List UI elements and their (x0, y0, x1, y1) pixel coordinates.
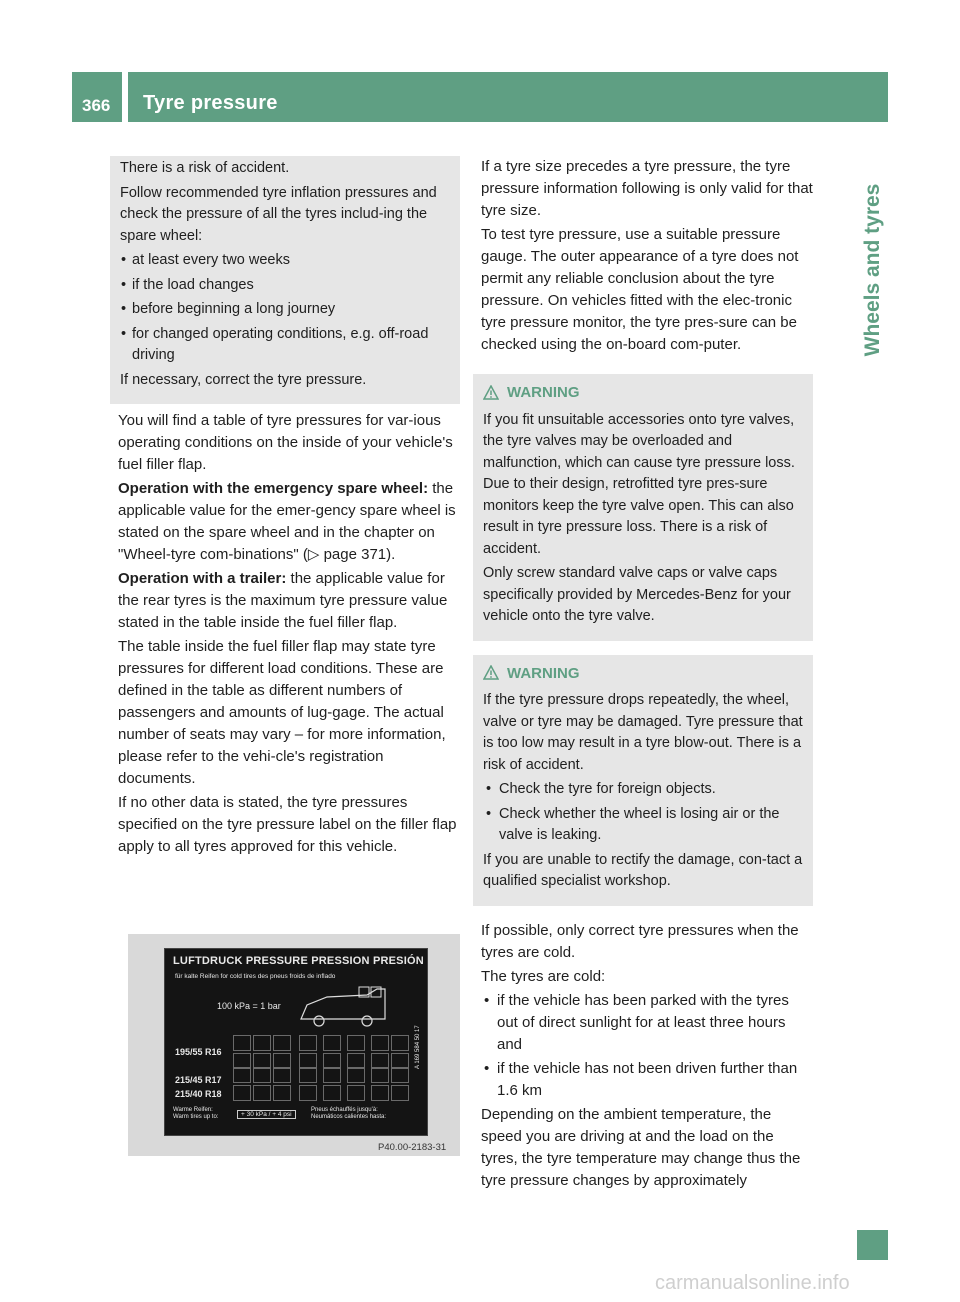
right-column (481, 156, 813, 1194)
paragraph-lead: Operation with a trailer: (118, 570, 287, 587)
paragraph (118, 478, 460, 566)
list-item: • if the vehicle has been parked with the tyres out of direct sunlight for at least three hours and (481, 990, 813, 1056)
plate-heading: LUFTDRUCK PRESSURE PRESSION PRESIÓN (173, 955, 424, 967)
plate-tyre-size: 215/45 R17 (175, 1075, 222, 1085)
paragraph: If a tyre size precedes a tyre pressure, the tyre pressure information following is only valid for that tyre size. (481, 158, 813, 219)
page-number: 366 (82, 96, 111, 115)
photo-reference-code: P40.00-2183-31 (378, 1142, 447, 1153)
plate-grid-cell (253, 1035, 271, 1051)
plate-grid-cell (299, 1067, 317, 1083)
paragraph: The tyres are cold: (481, 967, 606, 985)
plate-grid-cell (233, 1067, 251, 1083)
car-silhouette-icon (297, 983, 389, 1031)
paragraph-body: the applicable value for the rear tyres is the maximum tyre pressure value stated in the table inside the fuel filler flap. (118, 570, 448, 631)
left-column (118, 156, 460, 860)
page-title: Tyre pressure (143, 92, 278, 114)
plate-grid-cell (371, 1067, 389, 1083)
note-bullet: • before beginning a long journey (120, 299, 452, 321)
plate-grid-cell (391, 1085, 409, 1101)
plate-grid-cell (299, 1035, 317, 1051)
plate-grid-cell (323, 1035, 341, 1051)
warning-text: If you are unable to rectify the damage, con-tact a qualified specialist workshop. (483, 851, 803, 889)
note-bullet: • for changed operating conditions, e.g. off-road driving (120, 324, 452, 367)
plate-grid-cell (253, 1085, 271, 1101)
warning-bullet: • Check whether the wheel is losing air or the valve is leaking. (483, 804, 805, 847)
warning-triangle-icon (483, 665, 499, 681)
plate-grid-cell (347, 1085, 365, 1101)
list-item: • if the vehicle has not been driven further than 1.6 km (481, 1058, 813, 1102)
warning-box (473, 655, 813, 906)
paragraph-lead: Operation with the emergency spare wheel: (118, 480, 429, 497)
paragraph: Depending on the ambient temperature, the speed you are driving at and the load on the tyres, the tyre temperature may change thus the tyre pressure changes by approximately (481, 1105, 801, 1189)
plate-subheading: für kalte Reifen for cold tires des pneus froids de inflado (175, 973, 336, 980)
paragraph-body: the applicable value for the emer-gency spare wheel is stated on the spare wheel and in the chapter on "Wheel-tyre com-binations" (▷ page 371). (118, 480, 456, 563)
tyre-pressure-plate (164, 948, 428, 1136)
warning-box (473, 374, 813, 641)
plate-grid-cell (273, 1035, 291, 1051)
plate-grid-cell (273, 1085, 291, 1101)
note-box (110, 156, 460, 404)
paragraph: If no other data is stated, the tyre pressures specified on the tyre pressure label on the filler flap apply to all tyres approved for this vehicle. (118, 794, 457, 855)
warning-label: WARNING (507, 384, 580, 401)
warning-bullet: • Check the tyre for foreign objects. (483, 779, 805, 801)
section-side-label: Wheels and tyres (861, 183, 884, 357)
paragraph: The table inside the fuel filler flap may state tyre pressures for different load conditions. These are defined in the table as different numbers of passengers and amounts of lug-gage. The actual number of seats may vary – for more information, please refer to the vehi-cle's registration documents. (118, 638, 446, 787)
plate-grid-cell (391, 1035, 409, 1051)
plate-grid-cell (299, 1085, 317, 1101)
watermark: carmanualsonline.info (655, 1272, 850, 1294)
plate-grid-cell (323, 1085, 341, 1101)
paragraph: To test tyre pressure, use a suitable pressure gauge. The outer appearance of a tyre does not permit any reliable conclusion about the tyre pressure. On vehicles fitted with the elec-tronic tyre pressure monitor, the tyre pres-sure can be checked using the on-board com-puter. (481, 226, 799, 353)
paragraph: If possible, only correct tyre pressures when the tyres are cold. (481, 921, 799, 961)
warning-label: WARNING (507, 664, 580, 682)
plate-grid-cell (273, 1067, 291, 1083)
paragraph (118, 568, 460, 634)
warning-header (483, 663, 805, 685)
warning-triangle-icon (483, 385, 499, 401)
plate-tyre-size: 195/55 R16 (175, 1047, 222, 1057)
plate-grid-cell (391, 1067, 409, 1083)
warning-text: If you fit unsuitable accessories onto tyre valves, the tyre valves may be overloaded and malfunction, which can cause tyre pressure loss. Due to their design, retrofitted tyre pres-sure monitors keep the tyre valve open. This can also result in tyre pressure loss. There is a risk of accident. (483, 411, 795, 557)
note-bullet: • at least every two weeks (120, 250, 452, 272)
plate-grid-cell (233, 1085, 251, 1101)
plate-kpa-note: 100 kPa = 1 bar (217, 1001, 281, 1011)
plate-warm-label-fr: Pneus échauffés jusqu'à: Neumáticos calientes hasta: (311, 1107, 387, 1120)
plate-grid-cell (371, 1085, 389, 1101)
plate-part-number: A 169 584 50 17 (415, 1025, 421, 1069)
note-line: Follow recommended tyre inflation pressures and check the pressure of all the tyres includ-ing the spare wheel: (120, 184, 437, 244)
note-line: There is a risk of accident. (120, 160, 290, 176)
plate-grid-cell (347, 1067, 365, 1083)
warning-header (483, 382, 805, 404)
plate-grid-cell (233, 1035, 251, 1051)
plate-grid-cell (323, 1067, 341, 1083)
plate-warm-increment: + 30 kPa / + 4 psi (237, 1110, 296, 1119)
section-thumb-tab (857, 1230, 888, 1260)
plate-tyre-size: 215/40 R18 (175, 1089, 222, 1099)
plate-warm-label: Warme Reifen: Warm tires up to: (173, 1107, 219, 1120)
warning-text: Only screw standard valve caps or valve caps specifically provided by Mercedes-Benz for your vehicle onto the tyre valve. (483, 565, 791, 624)
plate-grid-cell (253, 1067, 271, 1083)
paragraph: You will find a table of tyre pressures for var-ious operating conditions on the inside of your vehicle's fuel filler flap. (118, 412, 453, 473)
warning-text: If the tyre pressure drops repeatedly, the wheel, valve or tyre may be damaged. Tyre pressure that is too low may result in a tyre blow-out. There is a risk of accident. (483, 692, 803, 773)
plate-grid-cell (371, 1035, 389, 1051)
note-bullet: • if the load changes (120, 275, 452, 297)
plate-grid-cell (347, 1035, 365, 1051)
note-line: If necessary, correct the tyre pressure. (120, 371, 367, 388)
